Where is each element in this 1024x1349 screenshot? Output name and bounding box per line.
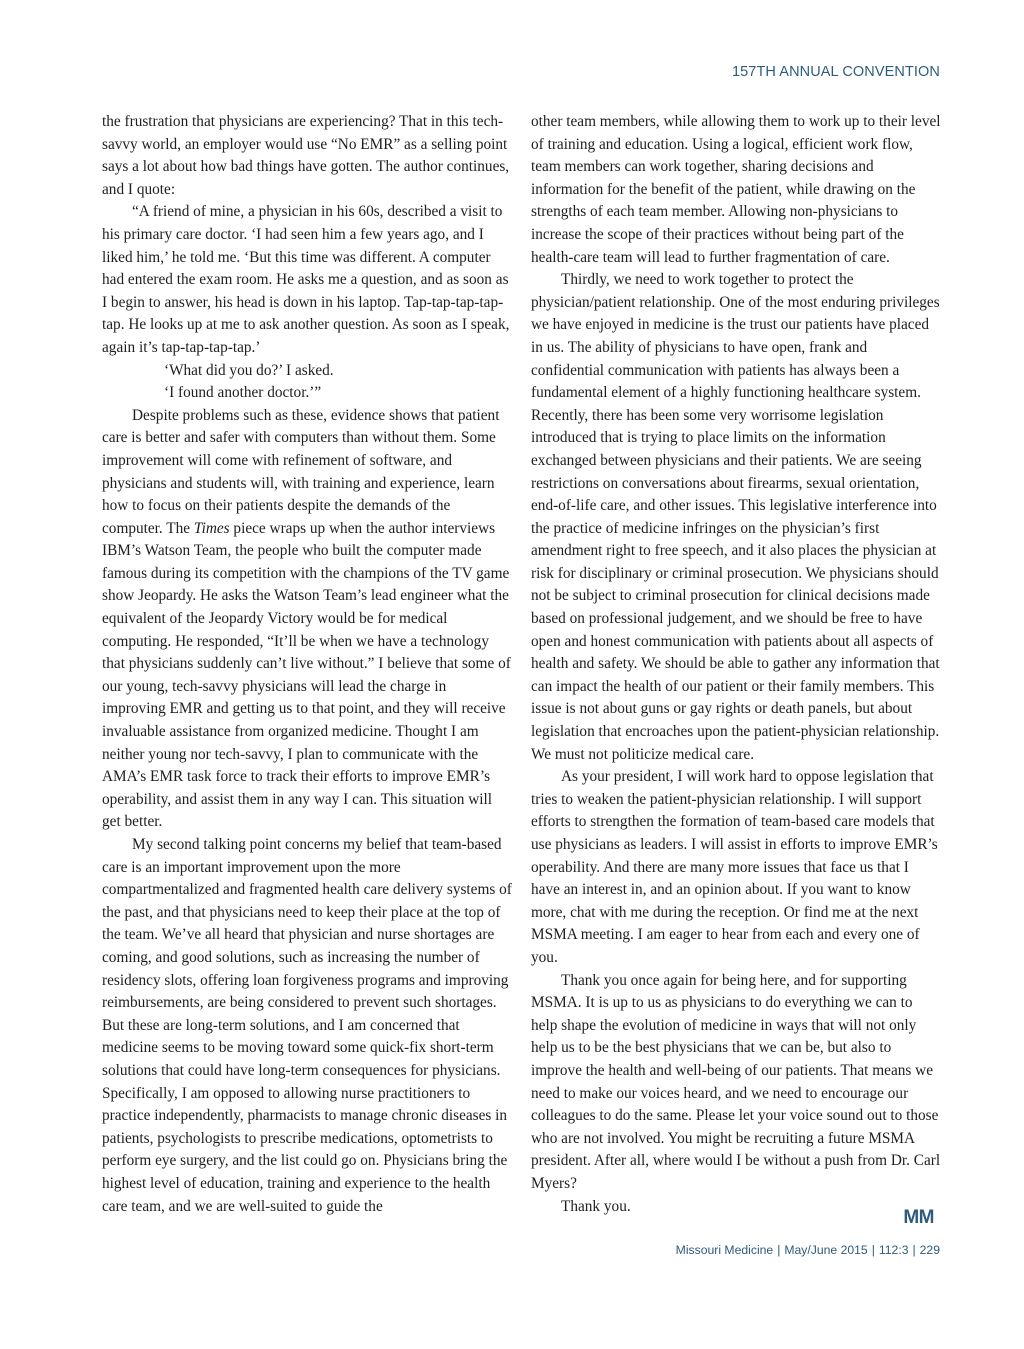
paragraph: Thank you once again for being here, and for supporting MSMA. It is up to us as physicians to do everything we can to help shape the evolution of medicine in ways that will not only help us to be the best physicians that we can be, but also to improve the health and well-being of our patients. That means we need to make our voices heard, and we need to encourage our colleagues to do the same. Please let your voice sound out to those who are not involved. You might be recruiting a future MSMA president. After all, where would I be without a push from Dr. Carl Myers? [531,971,941,1192]
quote-paragraph: “A friend of mine, a physician in his 60s, described a visit to his primary care doctor. ‘I had seen him a few years ago, and I liked him,’ he told me. ‘But this time was different. A computer had entered the exam room. He asks me a question, and as soon as I begin to answer, his head is down in his laptop. Tap-tap-tap-tap-tap. He looks up at me to ask another question. As soon as I speak, again it’s tap-tap-tap-tap.’ [102,203,510,356]
volume-number: 112:3 [878,1243,909,1257]
dialog-line: ‘What did you do?’ I asked. [164,361,334,379]
left-column [102,111,512,1218]
right-column [531,111,941,1218]
paragraph: My second talking point concerns my belief that team-based care is an important improvement upon the more compartmentalized and fragmented health care delivery systems of the past, and that physicians need to keep their place at the top of the team. We’ve all heard that physician and nurse shortages are coming, and good solutions, such as increasing the number of residency slots, offering loan forgiveness programs and improving reimbursements, are being considered to prevent such shortages. But these are long-term solutions, and I am concerned that medicine seems to be moving toward some quick-fix short-term solutions that could have long-term consequences for physicians. Specifically, I am opposed to allowing nurse practitioners to practice independently, pharmacists to manage chronic diseases in patients, psychologists to prescribe medications, optometrists to perform eye surgery, and the list could go on. Physicians bring the highest level of education, training and experience to the health care team, and we are well-suited to guide the [102,836,512,1215]
page-number: 229 [919,1243,940,1257]
closing-line: Thank you. [561,1197,631,1215]
end-mark-logo: MM [903,1207,934,1228]
journal-name: Missouri Medicine [675,1243,774,1257]
paragraph: Thirdly, we need to work together to protect the physician/patient relationship. One of the most enduring privileges we have enjoyed in medicine is the trust our patients have placed in us. The ability of physicians to have open, frank and confidential communication with patients has always been a fundamental element of a highly functioning healthcare system. Recently, there has been some very worrisome legislation introduced that is trying to place limits on the information exchanged between physicians and their patients. We are seeing restrictions on conversations about firearms, sexual orientation, end-of-life care, and other issues. This legislative interference into the practice of medicine infringes on the physician’s first amendment right to free speech, and it also places the physician at risk for disciplinary or criminal prosecution. We physicians should not be subject to criminal prosecution for clinical decisions made based on professional judgement, and we should be free to have open and honest communication with patients about all aspects of health and safety. We should be able to gather any information that can impact the health of our patient or their family members. This issue is not about guns or gay rights or death panels, but about legislation that encroaches upon the patient-physician relationship. We must not politicize medical care. [531,271,940,763]
paragraph [102,405,512,834]
paragraph: other team members, while allowing them to work up to their level of training and education. Using a logical, efficient work flow, team members can work together, sharing decisions and information for the benefit of the patient, while drawing on the strengths of each team member. Allowing non-physicians to increase the scope of their practices without being part of the health-care team will lead to further fragmentation of care. [531,113,941,266]
dialog-line: ‘I found another doctor.’” [164,384,322,402]
paragraph: the frustration that physicians are experiencing? That in this tech-savvy world, an employer would use “No EMR” as a selling point says a lot about how bad things have gotten. The author continues, and I quote: [102,113,510,198]
page-footer: Missouri Medicine | May/June 2015 | 112:3 | 229 [675,1243,940,1257]
publication-title: Times [193,519,230,537]
section-header: 157TH ANNUAL CONVENTION [731,64,940,80]
paragraph-text: piece wraps up when the author interviews IBM’s Watson Team, the people who built the computer made famous during its competition with the champions of the TV game show Jeopardy. He asks the Watson Team’s lead engineer what the equivalent of the Jeopardy Victory would be for medical computing. He responded, “It’ll be when we have a technology that physicians suddenly can’t live without.” I believe that some of our young, tech-savvy physicians will lead the charge in improving EMR and getting us to that point, and they will receive invaluable assistance from organized medicine. Thought I am neither young nor tech-savvy, I plan to communicate with the AMA’s EMR task force to track their efforts to improve EMR’s operability, and assist them in any way I can. This situation will get better. [102,519,511,831]
paragraph: As your president, I will work hard to oppose legislation that tries to weaken the patient-physician relationship. I will support efforts to strengthen the formation of team-based care models that use physicians as leaders. I will assist in efforts to improve EMR’s operability. And there are many more issues that face us that I have an interest in, and an opinion about. If you want to know more, chat with me during the reception. Or find me at the next MSMA meeting. I am eager to hear from each and every one of you. [531,768,938,966]
issue-date: May/June 2015 [784,1243,868,1257]
paragraph-text: Despite problems such as these, evidence shows that patient care is better and safer with computers than without them. Some improvement will come with refinement of software, and physicians and students will, with training and experience, learn how to focus on their patients despite the demands of the computer. The [102,406,500,537]
